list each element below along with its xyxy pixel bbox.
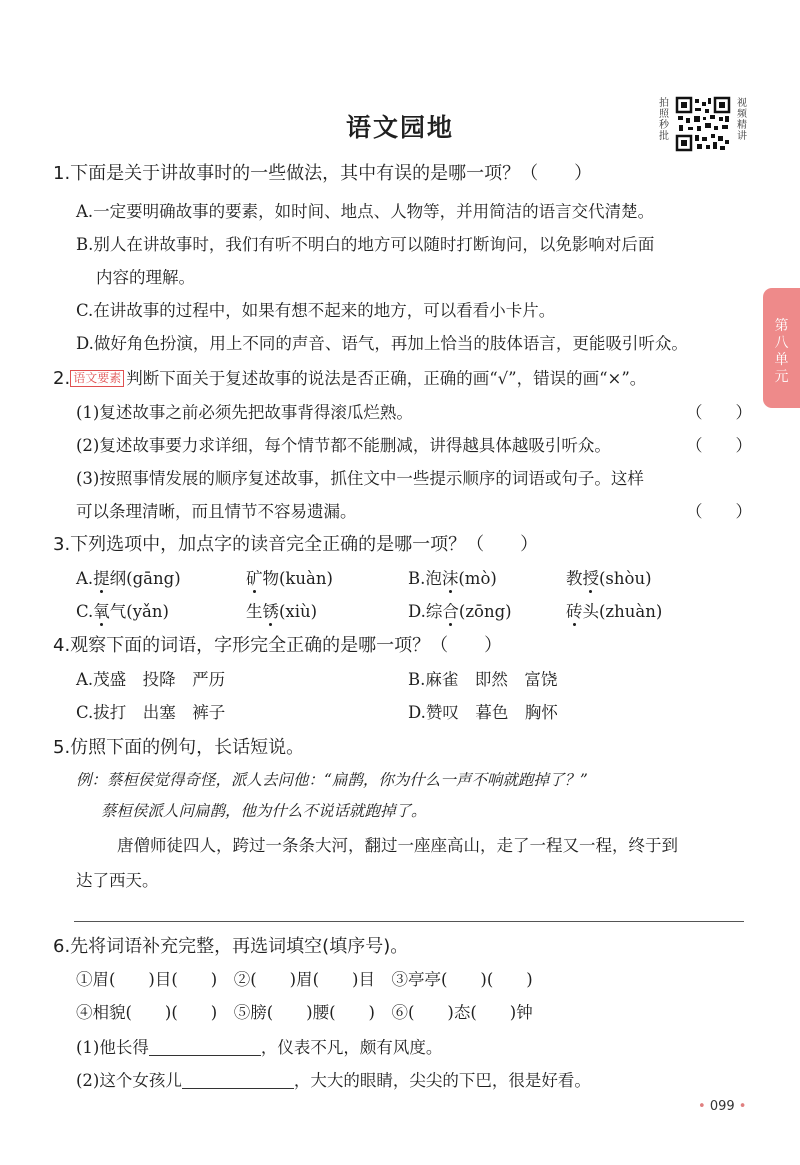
q5-answer-line[interactable] — [74, 921, 744, 922]
q6-stem: 6.先将词语补充完整，再选词填空(填序号)。 — [53, 936, 409, 957]
q3-a1-dot: 提 — [93, 569, 110, 588]
q3-b2-post: (shòu) — [599, 569, 652, 588]
q4-option-a: A.茂盛 投降 严历 — [76, 670, 226, 689]
q6-sentence-1 — [76, 1036, 442, 1060]
q2-stem-line — [53, 367, 646, 391]
q2-item-2: (2)复述故事要力求详细，每个情节都不能删减，讲得越具体越吸引听众。 — [76, 436, 611, 455]
q5-example-original: 例：蔡桓侯觉得奇怪，派人去问他：“扁鹊，你为什么一声不响就跑掉了？” — [76, 771, 588, 789]
q6-sentence-2 — [76, 1069, 591, 1093]
q3-c1-post: 气(yǎn) — [109, 602, 169, 621]
q3-option-b2 — [566, 567, 652, 591]
qr-code-icon[interactable] — [675, 96, 731, 152]
q6-s1-post: ，仪表不凡，颇有风度。 — [260, 1038, 443, 1057]
q3-option-a2 — [246, 567, 333, 591]
q3-option-c2 — [246, 600, 317, 624]
q3-option-b1 — [408, 567, 497, 591]
page-title: 语文园地 — [345, 113, 454, 142]
q3-c1-pre: C. — [76, 602, 94, 621]
q4-stem: 4.观察下面的词语，字形完全正确的是哪一项？（ ） — [53, 635, 503, 656]
q3-c2-dot: 锈 — [262, 602, 279, 621]
page-number — [698, 1099, 746, 1114]
q3-option-d2 — [566, 600, 662, 624]
q2-tag: 语文要素 — [70, 370, 124, 387]
unit-side-tab[interactable] — [763, 288, 800, 408]
q3-a1-post: 纲(gāng) — [109, 569, 181, 588]
q2-item-3-cont: 可以条理清晰，而且情节不容易遗漏。 — [76, 502, 357, 521]
q1-option-d: D.做好角色扮演，用上不同的声音、语气，再加上恰当的肢体语言，更能吸引听众。 — [76, 334, 688, 353]
q6-words-row-2: ④相貌( )( ) ⑤膀( )腰( ) ⑥( )态( )钟 — [76, 1003, 533, 1022]
q3-c2-pre: 生 — [246, 602, 263, 621]
q2-item-1: (1)复述故事之前必须先把故事背得滚瓜烂熟。 — [76, 403, 413, 422]
q3-b1-pre: B.泡 — [408, 569, 442, 588]
q2-answer-1[interactable]: （ ） — [686, 403, 752, 422]
q3-a2-dot: 矿 — [246, 569, 263, 588]
q3-stem: 3.下列选项中，加点字的读音完全正确的是哪一项？（ ） — [53, 534, 539, 555]
q1-option-c: C.在讲故事的过程中，如果有想不起来的地方，可以看看小卡片。 — [76, 301, 556, 320]
q4-option-d: D.赞叹 暮色 胸怀 — [408, 703, 558, 722]
page-dot-left: • — [698, 1099, 706, 1114]
q6-s1-pre: (1)他长得 — [76, 1038, 149, 1057]
q1-option-a: A.一定要明确故事的要素，如时间、地点、人物等，并用简洁的语言交代清楚。 — [76, 202, 655, 221]
q2-item-3: (3)按照事情发展的顺序复述故事，抓住文中一些提示顺序的词语或句子。这样 — [76, 469, 644, 488]
page-dot-right: • — [738, 1099, 747, 1114]
q3-c1-dot: 氧 — [93, 602, 110, 621]
q4-option-b: B.麻雀 即然 富饶 — [408, 670, 558, 689]
q2-stem: 判断下面关于复述故事的说法是否正确，正确的画“√”，错误的画“×”。 — [126, 369, 647, 388]
q3-d2-post: 头(zhuàn) — [582, 602, 663, 621]
q3-d1-pre: D.综 — [408, 602, 443, 621]
q3-option-c1 — [76, 600, 169, 624]
q3-a2-post: 物(kuàn) — [262, 569, 333, 588]
q1-option-b: B.别人在讲故事时，我们有听不明白的地方可以随时打断询问，以免影响对后面 — [76, 235, 655, 254]
q6-s2-post: ，大大的眼睛，尖尖的下巴，很是好看。 — [293, 1071, 591, 1090]
q6-s1-blank[interactable] — [149, 1038, 261, 1056]
q3-d2-dot: 砖 — [566, 602, 583, 621]
q3-b2-pre: 教 — [566, 569, 583, 588]
q1-option-b-cont: 内容的理解。 — [96, 268, 195, 287]
q3-option-a1 — [76, 567, 181, 591]
qr-right-label: 视频精讲 — [737, 98, 747, 142]
q5-example-shortened: 蔡桓侯派人问扁鹊，他为什么不说话就跑掉了。 — [101, 802, 427, 820]
q6-words-row-1: ①眉( )目( ) ②( )眉( )目 ③亭亭( )( ) — [76, 970, 533, 989]
q1-stem: 1.下面是关于讲故事时的一些做法，其中有误的是哪一项？（ ） — [53, 163, 593, 184]
q2-answer-2[interactable]: （ ） — [686, 436, 752, 455]
q6-s2-pre: (2)这个女孩儿 — [76, 1071, 182, 1090]
q3-b1-dot: 沫 — [441, 569, 459, 588]
q3-d1-dot: 合 — [442, 602, 459, 621]
q3-b1-post: (mò) — [458, 569, 497, 588]
q3-a1-pre: A. — [76, 569, 94, 588]
qr-left-label: 拍照秒批 — [659, 98, 669, 142]
q5-stem: 5.仿照下面的例句，长话短说。 — [53, 737, 305, 758]
q6-s2-blank[interactable] — [182, 1071, 294, 1089]
qr-section — [655, 96, 755, 152]
q3-b2-dot: 授 — [582, 569, 599, 588]
q5-text-line-2: 达了西天。 — [76, 871, 159, 890]
q4-option-c: C.拔打 出塞 裤子 — [76, 703, 226, 722]
unit-side-tab-label: 第八单元 — [774, 318, 789, 385]
q2-answer-3[interactable]: （ ） — [686, 502, 752, 521]
q2-number: 2. — [53, 368, 71, 389]
q3-c2-post: (xiù) — [279, 602, 318, 621]
page-number-text: 099 — [709, 1099, 735, 1114]
q3-option-d1 — [408, 600, 512, 624]
q5-text-line-1: 唐僧师徒四人，跨过一条条大河，翻过一座座高山，走了一程又一程，终于到 — [117, 836, 678, 855]
q3-d1-post: (zōng) — [458, 602, 512, 621]
